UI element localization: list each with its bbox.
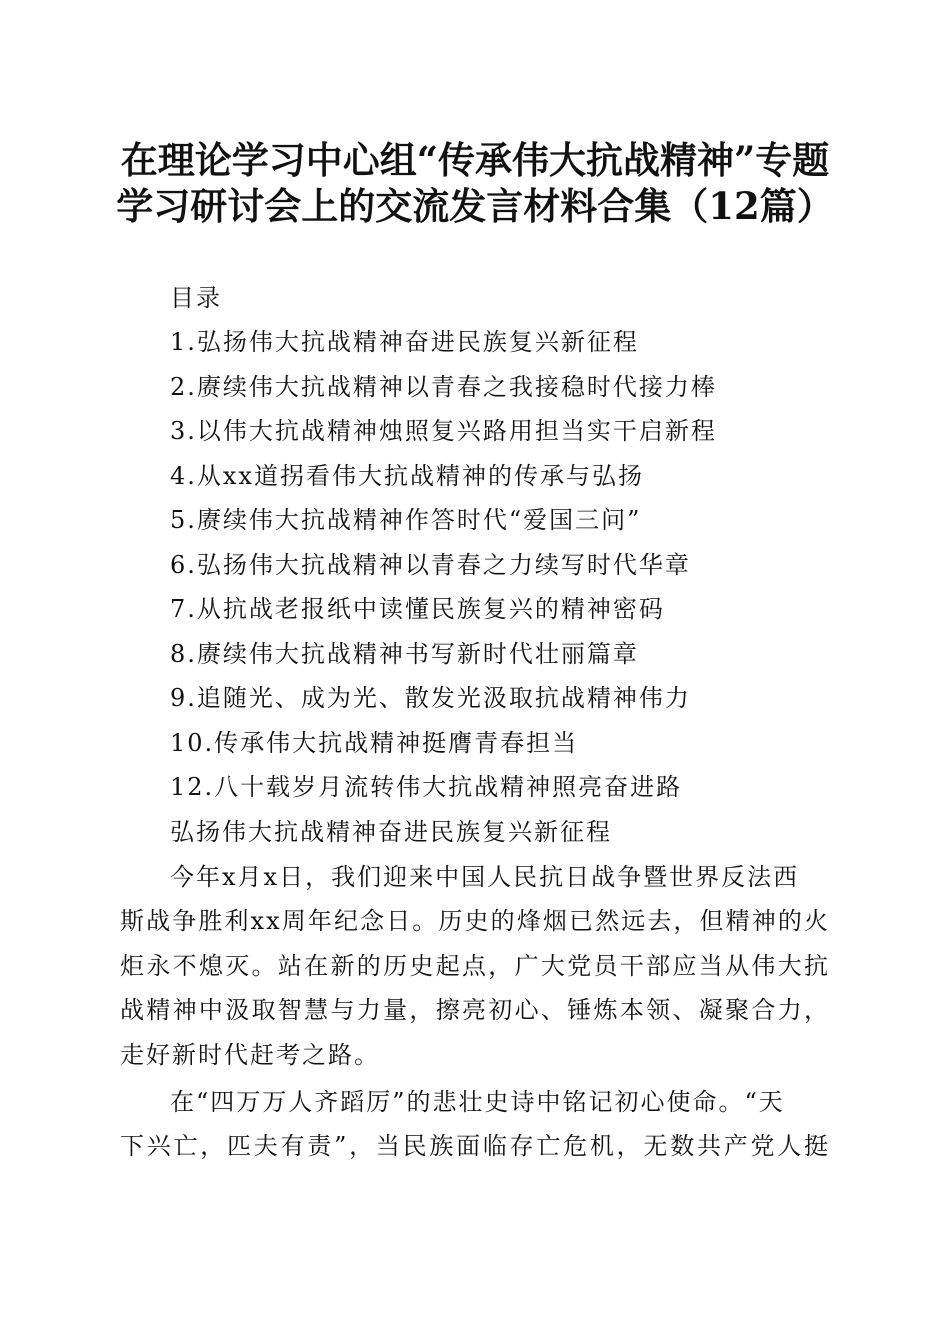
paragraph-1-line: 炬永不熄灭。站在新的历史起点，广大党员干部应当从伟大抗 — [120, 952, 830, 980]
document-title-line-2: 学习研讨会上的交流发言材料合集（12篇） — [116, 184, 834, 228]
toc-item: 6.弘扬伟大抗战精神以青春之力续写时代华章 — [170, 551, 691, 579]
toc-item: 9.追随光、成为光、散发光汲取抗战精神伟力 — [170, 684, 691, 712]
paragraph-1-line: 走好新时代赶考之路。 — [120, 1041, 380, 1069]
paragraph-1-line: 今年x月x日，我们迎来中国人民抗日战争暨世界反法西 — [170, 863, 800, 891]
paragraph-1-line: 战精神中汲取智慧与力量，擦亮初心、锤炼本领、凝聚合力， — [120, 996, 830, 1024]
toc-item: 4.从xx道拐看伟大抗战精神的传承与弘扬 — [170, 462, 644, 490]
toc-item: 5.赓续伟大抗战精神作答时代“爱国三问” — [170, 506, 642, 534]
paragraph-2-line: 下兴亡，匹夫有责”，当民族面临存亡危机，无数共产党人挺 — [120, 1132, 830, 1160]
toc-item: 10.传承伟大抗战精神挺膺青春担当 — [170, 729, 579, 757]
toc-item: 12.八十载岁月流转伟大抗战精神照亮奋进路 — [170, 773, 683, 801]
toc-heading: 目录 — [170, 284, 222, 312]
paragraph-1-line: 斯战争胜利xx周年纪念日。历史的烽烟已然远去，但精神的火 — [120, 907, 830, 935]
section-title: 弘扬伟大抗战精神奋进民族复兴新征程 — [170, 818, 612, 846]
toc-item: 3.以伟大抗战精神烛照复兴路用担当实干启新程 — [170, 417, 717, 445]
toc-item: 7.从抗战老报纸中读懂民族复兴的精神密码 — [170, 595, 665, 623]
toc-item: 8.赓续伟大抗战精神书写新时代壮丽篇章 — [170, 640, 639, 668]
toc-item: 1.弘扬伟大抗战精神奋进民族复兴新征程 — [170, 328, 639, 356]
toc-item: 2.赓续伟大抗战精神以青春之我接稳时代接力棒 — [170, 373, 717, 401]
paragraph-2-line: 在“四万万人齐蹈厉”的悲壮史诗中铭记初心使命。“天 — [170, 1088, 785, 1116]
document-title-line-1: 在理论学习中心组“传承伟大抗战精神”专题 — [120, 138, 830, 182]
